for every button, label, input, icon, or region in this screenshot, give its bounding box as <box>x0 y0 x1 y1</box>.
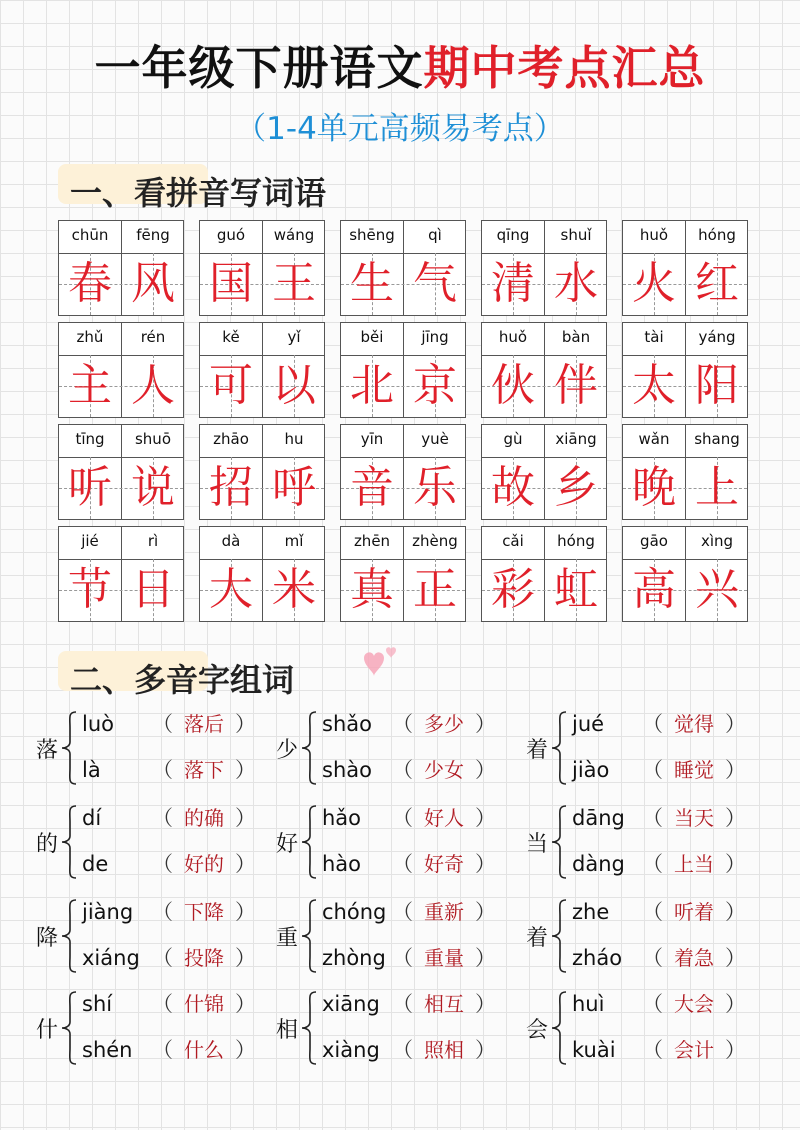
polyphone-row <box>322 988 496 1018</box>
paren-close: ） <box>475 1038 496 1062</box>
brace-icon <box>550 708 570 788</box>
polyphone-char: 好 <box>276 832 299 857</box>
pinyin-text: yuè <box>421 430 449 448</box>
paren-open: （ <box>392 1038 413 1062</box>
hanzi-character: 国 <box>209 258 253 309</box>
pinyin-text: dà <box>221 532 241 550</box>
paren-close: ） <box>235 758 256 782</box>
brace-icon <box>550 896 570 976</box>
polyphone-word: 什么 <box>184 1038 224 1062</box>
polyphone-row <box>572 708 746 738</box>
word-cell <box>622 424 748 520</box>
polyphone-row <box>82 754 256 784</box>
brace-icon <box>60 802 80 882</box>
hanzi-character: 春 <box>68 258 112 309</box>
brace-icon <box>300 988 320 1068</box>
paren-open: （ <box>642 1038 663 1062</box>
paren-close: ） <box>725 1038 746 1062</box>
hanzi-character: 红 <box>695 258 739 309</box>
brace-icon <box>550 988 570 1068</box>
polyphone-group <box>526 988 766 1078</box>
brace-icon <box>550 802 570 882</box>
paren-open: （ <box>152 852 173 876</box>
pinyin-text: kě <box>222 328 240 346</box>
hanzi-character: 晚 <box>632 462 676 513</box>
word-cell <box>340 220 466 316</box>
polyphone-group <box>36 896 276 986</box>
word-cell <box>622 220 748 316</box>
polyphone-word: 的确 <box>184 806 224 830</box>
polyphone-char: 重 <box>276 926 299 951</box>
polyphone-row <box>572 942 746 972</box>
word-cell <box>199 526 325 622</box>
polyphone-word: 大会 <box>674 992 714 1016</box>
polyphone-row <box>82 708 256 738</box>
polyphone-char: 着 <box>526 738 549 763</box>
hanzi-character: 伙 <box>491 360 535 411</box>
hanzi-character: 大 <box>209 564 253 615</box>
polyphone-word: 着急 <box>674 946 714 970</box>
word-cell <box>481 424 607 520</box>
polyphone-pinyin: zhòng <box>322 946 386 970</box>
pinyin-text: wǎn <box>638 430 670 448</box>
pinyin-text: yǐ <box>287 328 301 346</box>
section-2-title: 二、多音字组词 <box>70 655 294 701</box>
pinyin-text: qì <box>428 226 442 244</box>
polyphone-word: 睡觉 <box>674 758 714 782</box>
polyphone-pinyin: shào <box>322 758 372 782</box>
hanzi-character: 主 <box>68 360 112 411</box>
hanzi-character: 水 <box>554 258 598 309</box>
paren-open: （ <box>152 806 173 830</box>
polyphone-group <box>276 988 516 1078</box>
polyphone-word: 觉得 <box>674 712 714 736</box>
pinyin-text: zhēn <box>353 532 391 550</box>
polyphone-pinyin: dí <box>82 806 102 830</box>
polyphone-word: 当天 <box>674 806 714 830</box>
polyphone-word: 落下 <box>184 758 224 782</box>
paren-open: （ <box>642 758 663 782</box>
hanzi-character: 可 <box>209 360 253 411</box>
polyphone-row <box>322 848 496 878</box>
polyphone-row <box>572 802 746 832</box>
paren-close: ） <box>475 900 496 924</box>
polyphone-row <box>572 754 746 784</box>
polyphone-word: 好的 <box>184 852 224 876</box>
polyphone-word: 上当 <box>674 852 714 876</box>
hanzi-character: 北 <box>350 360 394 411</box>
word-cell <box>58 322 184 418</box>
paren-close: ） <box>475 806 496 830</box>
paren-open: （ <box>392 758 413 782</box>
polyphone-pinyin: shén <box>82 1038 133 1062</box>
polyphone-pinyin: là <box>82 758 101 782</box>
pinyin-text: shēng <box>349 226 395 244</box>
paren-open: （ <box>152 758 173 782</box>
pinyin-text: zhèng <box>412 532 458 550</box>
paren-open: （ <box>642 946 663 970</box>
polyphone-pinyin: hào <box>322 852 362 876</box>
hanzi-character: 高 <box>632 564 676 615</box>
paren-close: ） <box>235 852 256 876</box>
hanzi-character: 京 <box>413 360 457 411</box>
polyphone-word: 相互 <box>424 992 464 1016</box>
polyphone-pinyin: luò <box>82 712 114 736</box>
pinyin-text: shuō <box>134 430 171 448</box>
polyphone-word: 好奇 <box>424 852 464 876</box>
polyphone-row <box>322 942 496 972</box>
word-cell <box>58 424 184 520</box>
pinyin-text: chūn <box>71 226 109 244</box>
hanzi-character: 彩 <box>491 564 535 615</box>
paren-close: ） <box>235 806 256 830</box>
pinyin-text: xiāng <box>555 430 597 448</box>
paren-open: （ <box>392 852 413 876</box>
paren-open: （ <box>642 712 663 736</box>
polyphone-pinyin: chóng <box>322 900 387 924</box>
title-red-part: 期中考点汇总 <box>423 41 706 95</box>
paren-open: （ <box>152 992 173 1016</box>
polyphone-word: 会计 <box>674 1038 714 1062</box>
pinyin-text: huǒ <box>639 226 669 244</box>
polyphone-word: 什锦 <box>184 992 224 1016</box>
hanzi-character: 虹 <box>554 564 598 615</box>
page-title <box>0 32 800 98</box>
hanzi-character: 乐 <box>413 462 457 513</box>
hanzi-character: 说 <box>131 462 175 513</box>
pinyin-text: gù <box>503 430 523 448</box>
polyphone-pinyin: jiàng <box>82 900 134 924</box>
hanzi-character: 音 <box>350 462 394 513</box>
polyphone-pinyin: dàng <box>572 852 625 876</box>
polyphone-row <box>572 988 746 1018</box>
polyphone-word: 落后 <box>184 712 224 736</box>
polyphone-row <box>82 802 256 832</box>
brace-icon <box>300 802 320 882</box>
polyphone-group <box>276 896 516 986</box>
hanzi-character: 正 <box>413 564 457 615</box>
polyphone-group <box>276 708 516 798</box>
paren-close: ） <box>235 1038 256 1062</box>
paren-close: ） <box>475 992 496 1016</box>
pinyin-text: wáng <box>273 226 315 244</box>
polyphone-word: 听着 <box>674 900 714 924</box>
paren-close: ） <box>725 992 746 1016</box>
word-cell <box>340 526 466 622</box>
polyphone-char: 相 <box>276 1018 299 1043</box>
polyphone-word: 重新 <box>424 900 464 924</box>
hanzi-character: 故 <box>491 462 535 513</box>
polyphone-row <box>322 896 496 926</box>
section-1-title: 一、看拼音写词语 <box>70 168 326 214</box>
paren-open: （ <box>152 1038 173 1062</box>
pinyin-text: xìng <box>700 532 734 550</box>
paren-open: （ <box>152 712 173 736</box>
title-black-part: 一年级下册语文 <box>94 41 424 95</box>
pinyin-text: hóng <box>557 532 595 550</box>
polyphone-pinyin: jiào <box>572 758 610 782</box>
paren-open: （ <box>642 992 663 1016</box>
hanzi-character: 上 <box>695 462 739 513</box>
polyphone-row <box>82 848 256 878</box>
paren-open: （ <box>392 992 413 1016</box>
polyphone-word: 多少 <box>424 712 464 736</box>
brace-icon <box>60 988 80 1068</box>
paren-open: （ <box>392 946 413 970</box>
pinyin-text: bàn <box>561 328 591 346</box>
pinyin-text: běi <box>360 328 384 346</box>
paren-close: ） <box>725 900 746 924</box>
paren-open: （ <box>152 946 173 970</box>
word-cell <box>340 424 466 520</box>
polyphone-row <box>322 754 496 784</box>
polyphone-char: 降 <box>36 926 59 951</box>
hanzi-character: 太 <box>632 360 676 411</box>
paren-open: （ <box>392 712 413 736</box>
polyphone-group <box>526 708 766 798</box>
polyphone-pinyin: zháo <box>572 946 623 970</box>
polyphone-row <box>572 848 746 878</box>
polyphone-pinyin: kuài <box>572 1038 616 1062</box>
hanzi-character: 生 <box>350 258 394 309</box>
polyphone-group <box>276 802 516 892</box>
paren-close: ） <box>235 712 256 736</box>
brace-icon <box>300 708 320 788</box>
paren-open: （ <box>392 900 413 924</box>
pinyin-text: zhāo <box>213 430 249 448</box>
pinyin-text: mǐ <box>284 532 304 550</box>
polyphone-row <box>322 802 496 832</box>
hanzi-character: 人 <box>131 360 175 411</box>
hanzi-character: 火 <box>632 258 676 309</box>
hanzi-character: 节 <box>68 564 112 615</box>
paren-close: ） <box>475 712 496 736</box>
word-cell <box>58 220 184 316</box>
word-cell <box>481 322 607 418</box>
polyphone-row <box>82 1034 256 1064</box>
pinyin-text: shang <box>694 430 740 448</box>
paren-close: ） <box>725 758 746 782</box>
polyphone-word: 投降 <box>184 946 224 970</box>
paren-close: ） <box>235 900 256 924</box>
polyphone-char: 着 <box>526 926 549 951</box>
paren-close: ） <box>475 852 496 876</box>
brace-icon <box>60 896 80 976</box>
pinyin-text: jīng <box>421 328 449 346</box>
polyphone-char: 当 <box>526 832 549 857</box>
paren-open: （ <box>642 852 663 876</box>
brace-icon <box>60 708 80 788</box>
paren-close: ） <box>235 992 256 1016</box>
pinyin-text: rén <box>140 328 166 346</box>
polyphone-pinyin: jué <box>572 712 605 736</box>
brace-icon <box>300 896 320 976</box>
paren-open: （ <box>642 900 663 924</box>
polyphone-char: 少 <box>276 738 299 763</box>
pinyin-text: rì <box>147 532 159 550</box>
polyphone-row <box>322 1034 496 1064</box>
hanzi-character: 招 <box>209 462 253 513</box>
pinyin-text: hóng <box>698 226 736 244</box>
word-cell <box>481 526 607 622</box>
polyphone-row <box>82 896 256 926</box>
pinyin-text: jié <box>81 532 99 550</box>
word-cell <box>481 220 607 316</box>
page-subtitle: （1-4单元高频易考点） <box>235 111 565 147</box>
polyphone-pinyin: de <box>82 852 109 876</box>
hanzi-character: 呼 <box>272 462 316 513</box>
hanzi-character: 王 <box>272 258 316 309</box>
pinyin-text: fēng <box>136 226 170 244</box>
polyphone-group <box>526 896 766 986</box>
paren-close: ） <box>725 946 746 970</box>
polyphone-char: 会 <box>526 1018 549 1043</box>
pinyin-text: cǎi <box>502 532 524 550</box>
word-cell <box>622 322 748 418</box>
paren-close: ） <box>725 806 746 830</box>
polyphone-row <box>82 942 256 972</box>
hanzi-character: 风 <box>131 258 175 309</box>
paren-close: ） <box>725 852 746 876</box>
polyphone-char: 的 <box>36 832 59 857</box>
word-cell <box>340 322 466 418</box>
hanzi-character: 阳 <box>695 360 739 411</box>
pinyin-text: huǒ <box>498 328 528 346</box>
hanzi-character: 日 <box>131 564 175 615</box>
word-cell <box>199 424 325 520</box>
polyphone-pinyin: shí <box>82 992 113 1016</box>
word-cell <box>58 526 184 622</box>
polyphone-row <box>572 896 746 926</box>
hanzi-character: 气 <box>413 258 457 309</box>
pinyin-text: tài <box>644 328 664 346</box>
polyphone-group <box>36 708 276 798</box>
polyphone-row <box>322 708 496 738</box>
polyphone-char: 什 <box>36 1018 59 1043</box>
paren-close: ） <box>475 758 496 782</box>
polyphone-char: 落 <box>36 738 59 763</box>
polyphone-pinyin: zhe <box>572 900 610 924</box>
hanzi-character: 清 <box>491 258 535 309</box>
hanzi-character: 米 <box>272 564 316 615</box>
polyphone-row <box>572 1034 746 1064</box>
polyphone-group <box>526 802 766 892</box>
polyphone-group <box>36 988 276 1078</box>
hanzi-character: 真 <box>350 564 394 615</box>
pinyin-text: gāo <box>640 532 668 550</box>
polyphone-word: 重量 <box>424 946 464 970</box>
paren-open: （ <box>392 806 413 830</box>
polyphone-pinyin: xiāng <box>322 992 380 1016</box>
polyphone-word: 照相 <box>424 1038 464 1062</box>
pinyin-text: qīng <box>496 226 530 244</box>
hanzi-character: 听 <box>68 462 112 513</box>
pinyin-text: tīng <box>75 430 105 448</box>
polyphone-row <box>82 988 256 1018</box>
pinyin-text: shuǐ <box>560 226 592 244</box>
word-cell <box>199 322 325 418</box>
word-cell <box>622 526 748 622</box>
paren-open: （ <box>152 900 173 924</box>
hanzi-character: 伴 <box>554 360 598 411</box>
paren-close: ） <box>475 946 496 970</box>
polyphone-pinyin: huì <box>572 992 605 1016</box>
paren-open: （ <box>642 806 663 830</box>
pinyin-text: yīn <box>360 430 384 448</box>
heart-icon <box>350 646 400 686</box>
polyphone-pinyin: xiàng <box>322 1038 380 1062</box>
polyphone-group <box>36 802 276 892</box>
polyphone-pinyin: shǎo <box>322 712 372 736</box>
polyphone-word: 少女 <box>424 758 464 782</box>
pinyin-text: yáng <box>698 328 736 346</box>
paren-close: ） <box>725 712 746 736</box>
hanzi-character: 乡 <box>554 462 598 513</box>
polyphone-pinyin: xiáng <box>82 946 140 970</box>
pinyin-text: guó <box>216 226 246 244</box>
paren-close: ） <box>235 946 256 970</box>
polyphone-pinyin: hǎo <box>322 806 362 830</box>
hanzi-character: 兴 <box>695 564 739 615</box>
polyphone-word: 下降 <box>184 900 224 924</box>
polyphone-word: 好人 <box>424 806 464 830</box>
hanzi-character: 以 <box>272 360 316 411</box>
polyphone-pinyin: dāng <box>572 806 625 830</box>
word-cell <box>199 220 325 316</box>
pinyin-text: hu <box>284 430 304 448</box>
pinyin-text: zhǔ <box>76 328 104 346</box>
